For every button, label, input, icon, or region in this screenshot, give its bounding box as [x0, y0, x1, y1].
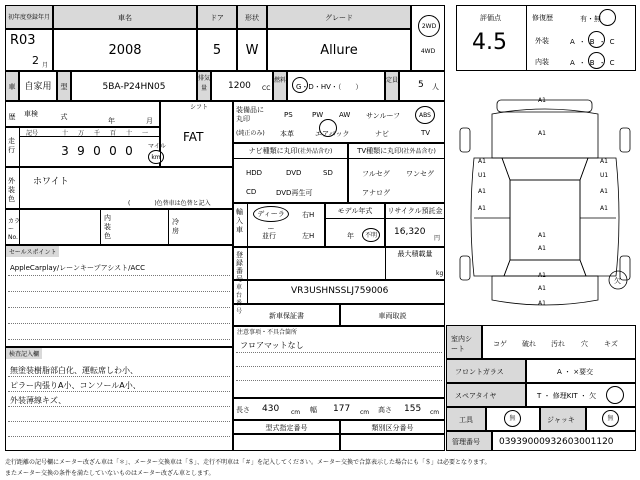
color-label: 外装色 — [8, 177, 15, 203]
navi-title-text: ナビ種類に丸印 — [248, 147, 298, 155]
tv-oneseg: ワンセグ — [406, 170, 434, 178]
mark-1: A1 — [538, 97, 546, 104]
inspector-label: 検査記入欄 — [6, 348, 42, 359]
glass-value: A ・ ×要交 — [526, 359, 636, 383]
grade-label: グレード — [267, 5, 411, 29]
recycle-value: 16,320 — [394, 227, 426, 237]
first-reg-month: 2 — [32, 54, 39, 67]
mileage-digit-4: 0 — [109, 144, 117, 158]
import-dealer-circle: ディーラー — [253, 206, 289, 222]
type-label: 型式指定番号 — [233, 420, 340, 434]
navi-dvd-play: DVD再生可 — [276, 189, 313, 197]
mark-6: A1 — [600, 158, 608, 165]
notes-value: フロアマットなし — [240, 341, 304, 350]
use-value: 自家用 — [19, 71, 57, 101]
inspector-line-2: ピラー内張りA小、コンソールA小、 — [10, 381, 141, 390]
equip-leather: 本革 — [280, 130, 294, 138]
mileage-digit-2: 9 — [77, 144, 85, 158]
diagram-extra: 欠 — [614, 277, 621, 285]
chassis-value: VR3USHNSSLJ759006 — [291, 286, 389, 296]
inspector-line-3: 外装薄線キズ、 — [10, 396, 67, 405]
shift-value: FAT — [183, 130, 204, 144]
model-value: 5BA-P24HN05 — [71, 71, 197, 101]
equipment-title: 装備品に丸印 — [236, 106, 264, 123]
km-circle: km — [148, 150, 164, 164]
equip-tv: TV — [421, 129, 431, 137]
jack-value: 無 — [602, 410, 619, 427]
mark-12: A1 — [538, 245, 546, 252]
equip-ps: PS — [284, 111, 293, 119]
digit-header-4: 百 — [109, 130, 116, 137]
equipment-subtitle: (純正のみ) — [236, 130, 265, 137]
mark-8: A1 — [478, 205, 486, 212]
navi-title — [233, 143, 348, 159]
color-no-divider — [19, 209, 20, 245]
navi-hdd: HDD — [246, 169, 263, 177]
model-year-year: 年 — [347, 232, 354, 240]
color-divider — [19, 167, 20, 209]
interior-divider — [100, 209, 101, 245]
use-label: 車歴 — [5, 71, 19, 101]
plate-label: 冷房 — [172, 218, 179, 235]
first-reg-era: R03 — [10, 33, 36, 48]
insp-line-5 — [8, 436, 230, 437]
score-label: 評価点 — [480, 14, 501, 22]
door-value: 5 — [197, 29, 237, 71]
height-label: 高さ — [378, 406, 392, 414]
seat-item-3: 汚れ — [551, 340, 565, 348]
mark-10: A1 — [600, 205, 608, 212]
capacity-label: 定員 — [385, 71, 399, 101]
navi-subtitle: (社外品含む) — [297, 148, 333, 155]
mark-11: A1 — [538, 232, 546, 239]
type-value-cell — [233, 434, 340, 451]
mileage-digit-3: 0 — [93, 144, 101, 158]
mark-14: A1 — [538, 285, 546, 292]
right-rear-fender — [620, 256, 630, 280]
sales-line-5 — [8, 339, 230, 340]
digit-header-3: 千 — [93, 130, 100, 137]
spare-none-circle — [606, 386, 624, 404]
class-label: 類別区分番号 — [340, 420, 445, 434]
mark-2: A1 — [538, 130, 546, 137]
model-label: 型式 — [57, 71, 71, 101]
width-unit: cm — [360, 409, 370, 416]
sales-point-value: AppleCarplay/レーンキープアシスト/ACC — [10, 264, 145, 272]
left-rear-fender — [460, 256, 470, 280]
color-value: ホワイト — [33, 177, 69, 187]
first-reg-label: 初年度登録年月 — [5, 5, 53, 29]
fuel-g-circle — [292, 77, 308, 93]
reg-divider — [247, 247, 248, 280]
navi-dvd: DVD — [286, 169, 302, 177]
insp-line-3 — [8, 406, 230, 407]
shift-label: シフト — [190, 104, 209, 111]
inspector-line-1: 無塗装樹脂部白化、運転席しわ小、 — [10, 366, 138, 375]
notes-line-2 — [236, 366, 442, 367]
capacity-unit: 人 — [432, 83, 439, 91]
color-no-cell — [5, 209, 233, 245]
width-label: 幅 — [310, 406, 317, 414]
digit-header-5: 十 — [125, 130, 132, 137]
insp-line-2 — [8, 391, 230, 392]
mark-7: A1 — [478, 188, 486, 195]
inspection-month: 月 — [146, 117, 153, 125]
import-right: 右H — [302, 211, 315, 219]
tv-title — [348, 143, 445, 159]
seat-item-2: 破れ — [522, 340, 536, 348]
recycle-unit: 円 — [434, 235, 441, 242]
cc-unit: CC — [262, 85, 271, 92]
car-diagram — [452, 88, 638, 318]
mileage-digit-1: 3 — [61, 144, 69, 158]
sales-line-4 — [8, 323, 230, 324]
import-divider — [247, 203, 248, 247]
mark-13: A1 — [538, 272, 546, 279]
interior-label: 内装色 — [104, 214, 111, 240]
spare-value: T ・ 修理KIT ・ 欠 — [526, 383, 636, 407]
import-label: 輸入車 — [236, 208, 243, 234]
navi-cd: CD — [246, 188, 257, 196]
jack-label: ジャッキ — [540, 407, 586, 431]
import-parallel: 並行 — [262, 232, 276, 240]
footer-line-1: 走行距離の記号欄にメーター改ざん車は「＊」、メーター交換車は「＄」、走行不明車は「＃」を記入してください。メーター交換で合算表示した場合にも「＄」は必要となります。 — [5, 459, 491, 466]
equip-airbag: エアバック — [315, 130, 350, 138]
equip-sunroof: サンルーフ — [366, 112, 401, 120]
mark-5: U1 — [600, 172, 609, 179]
sales-point-cell — [5, 245, 233, 347]
class-value-cell — [340, 434, 445, 451]
drive-4wd: 4WD — [420, 48, 436, 55]
windshield — [502, 158, 588, 180]
recycle-label: リサイクル預託金 — [385, 203, 445, 219]
height-unit: cm — [430, 409, 440, 416]
seat-label: 室内シート — [446, 325, 482, 359]
color-note: ( )色替車は色替と記入 — [128, 200, 211, 207]
warranty-cell: 新車保証書 — [233, 304, 340, 326]
interior-options: A・B・C — [570, 59, 619, 67]
length-value: 430 — [262, 404, 280, 414]
equip-navi: ナビ — [375, 130, 389, 138]
drive-2wd-circle: 2WD — [418, 15, 440, 37]
insp-line-1 — [8, 376, 230, 377]
first-reg-month-suffix: 月 — [42, 62, 49, 69]
color-no-label: カラーNo. — [8, 218, 21, 241]
exterior-b-circle — [588, 31, 605, 48]
tv-analog: アナログ — [362, 189, 390, 197]
right-front-fender — [620, 128, 630, 152]
equip-abs-circle: ABS — [415, 106, 435, 124]
spare-label: スペアタイヤ — [446, 383, 526, 407]
left-front-fender — [460, 128, 470, 152]
capacity-value: 5 — [418, 80, 424, 90]
inspection-label: 車検 — [24, 110, 38, 118]
mark-15: A1 — [538, 300, 546, 307]
loading-unit: kg — [436, 270, 444, 277]
notes-label: 注意事項・不具合箇所 — [237, 329, 298, 336]
mile-label: マイル — [148, 143, 166, 150]
fuel-value: G・D・HV・（ ） — [287, 71, 385, 101]
chassis-divider — [247, 280, 248, 304]
repair-options: 有・無 — [580, 15, 601, 23]
mark-9: A1 — [600, 188, 608, 195]
navi-sd: SD — [323, 169, 333, 177]
model-year-unknown: 不明 — [362, 228, 380, 242]
length-label: 長さ — [236, 406, 250, 414]
digit-header-1: 十 — [61, 130, 68, 137]
mileage-label: 走行 — [8, 137, 15, 154]
left-side — [471, 158, 510, 276]
loading-label: 最大積載量 — [397, 250, 433, 258]
repair-none-circle — [599, 9, 616, 26]
notes-line-1 — [236, 352, 442, 353]
repair-label: 修復歴 — [532, 14, 553, 22]
manual-cell: 車両取説 — [340, 304, 445, 326]
tv-title-text: TV種類に丸印 — [357, 147, 402, 155]
tv-fullseg: フルセグ — [362, 170, 390, 178]
equip-aw: AW — [339, 111, 351, 119]
seat-item-5: キズ — [604, 340, 618, 348]
seat-item-4: 穴 — [581, 340, 588, 348]
notes-line-3 — [236, 380, 442, 381]
score-value: 4.5 — [472, 30, 507, 55]
mileage-digit-5: 0 — [125, 144, 133, 158]
chassis-label: 車台番号 — [236, 284, 243, 315]
tv-subtitle: (社外品含む) — [401, 148, 436, 155]
length-unit: cm — [291, 409, 301, 416]
digit-header-6: 一 — [141, 130, 148, 137]
import-left: 左H — [302, 232, 315, 240]
car-name-value: 2008 — [53, 29, 197, 71]
mgmt-value: 03939000932603001120 — [492, 431, 636, 451]
sales-line-1 — [8, 275, 230, 276]
mark-4: U1 — [478, 172, 487, 179]
model-year-label: モデル年式 — [325, 203, 385, 219]
door-label: ドア — [197, 5, 237, 29]
exterior-label: 外装 — [535, 37, 549, 45]
plate-divider — [168, 209, 169, 245]
equip-pw: PW — [312, 111, 324, 119]
tools-label: 工具 — [446, 407, 486, 431]
interior-label-score: 内装 — [535, 58, 549, 66]
mark-3: A1 — [478, 158, 486, 165]
shape-value: W — [237, 29, 267, 71]
insp-line-4 — [8, 421, 230, 422]
sales-line-2 — [8, 291, 230, 292]
glass-label: フロントガラス — [446, 359, 526, 383]
cc-label: 排気量 — [197, 71, 211, 101]
grade-value: Allure — [267, 29, 411, 71]
digit-header-2: 万 — [77, 130, 84, 137]
reg-label: 登録番号 — [236, 251, 243, 283]
interior-b-circle — [588, 52, 605, 69]
sales-point-label: セールスポイント — [6, 246, 59, 257]
car-name-label: 車名 — [53, 5, 197, 29]
fuel-label: 燃料 — [273, 71, 287, 101]
mgmt-label: 管理番号 — [446, 431, 492, 451]
score-divider — [526, 5, 527, 71]
notes-cell — [233, 326, 445, 398]
inspection-year: 年 — [108, 117, 115, 125]
tools-value: 無 — [504, 410, 521, 427]
seat-item-1: コゲ — [493, 340, 507, 348]
footer-line-2: またメーター交換の条件を満たしていないものはメーター改ざん車とします。 — [5, 470, 215, 477]
exterior-options: A・B・C — [570, 38, 619, 46]
cc-value: 1200 — [228, 81, 251, 91]
digit-header-0: 記号 — [25, 130, 38, 137]
shape-label: 形状 — [237, 5, 267, 29]
height-value: 155 — [404, 404, 422, 414]
width-value: 177 — [333, 404, 351, 414]
sales-line-3 — [8, 307, 230, 308]
